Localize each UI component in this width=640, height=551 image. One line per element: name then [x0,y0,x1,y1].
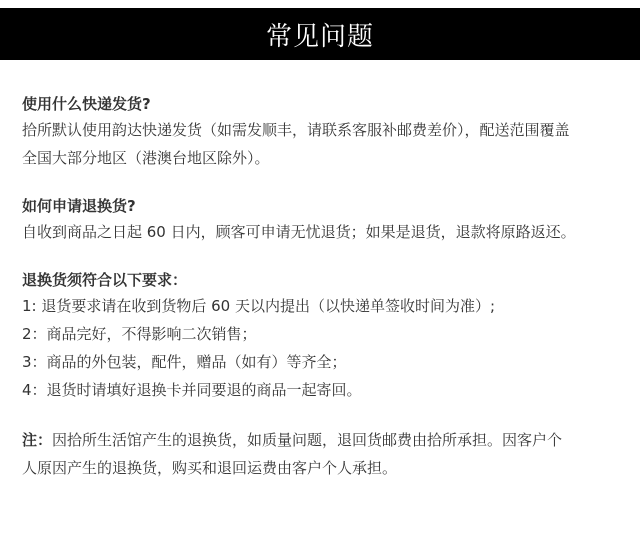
page-title: 常见问题 [265,21,374,52]
faq-return-requirements [22,268,622,404]
requirement-item: 2：商品完好，不得影响二次销售； [22,325,257,343]
faq-answer-line: 自收到商品之日起 60 日内，顾客可申请无忧退货；如果是退货，退款将原路返还。 [22,223,576,241]
faq-note [22,426,622,482]
note-line: 人原因产生的退换货，购买和退回运费由客户个人承担。 [22,459,398,477]
faq-shipping [22,92,622,172]
requirement-item: 3：商品的外包装，配件，赠品（如有）等齐全； [22,353,347,371]
faq-returns [22,194,622,246]
faq-answer-line: 全国大部分地区（港澳台地区除外）。 [22,149,270,167]
requirement-item: 1: 退货要求请在收到货物后 60 天以内提出（以快递单签收时间为准）; [22,297,496,315]
note-text: 因拾所生活馆产生的退换货，如质量问题，退回货邮费由拾所承担。因客户个 [52,431,563,449]
faq-content [22,92,622,504]
page-header [0,8,640,60]
faq-question: 退换货须符合以下要求： [22,271,188,289]
note-line [22,426,622,454]
faq-answer-line: 拾所默认使用韵达快递发货（如需发顺丰，请联系客服补邮费差价），配送范围覆盖 [22,121,570,139]
note-label: 注： [22,431,53,449]
faq-question: 如何申请退换货? [22,197,136,215]
faq-question: 使用什么快递发货? [22,95,151,113]
requirement-item: 4：退货时请填好退换卡并同要退的商品一起寄回。 [22,381,362,399]
